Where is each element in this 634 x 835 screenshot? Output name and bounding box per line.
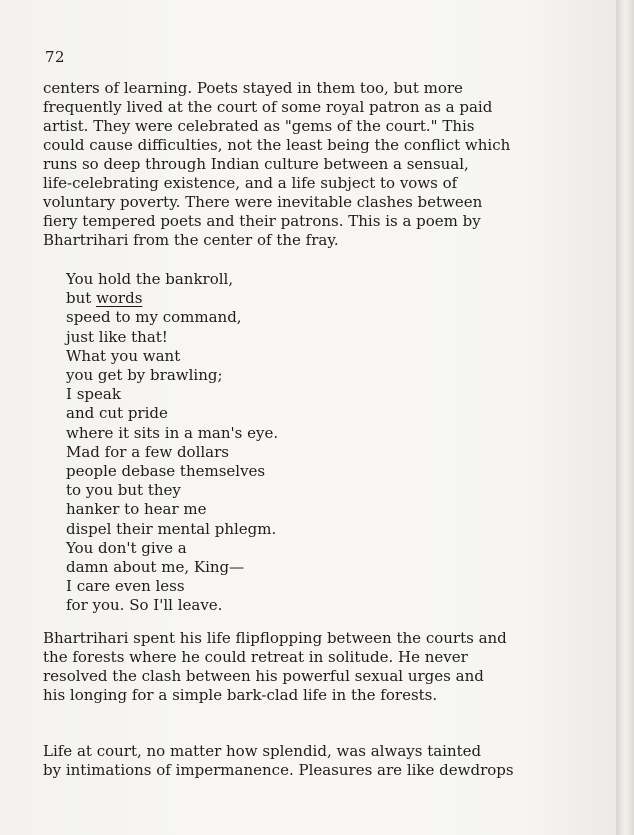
poem-line: where it sits in a man's eye. bbox=[66, 423, 279, 442]
text-line: voluntary poverty. There were inevitable clashes between bbox=[43, 193, 483, 211]
paragraph-intro bbox=[43, 79, 588, 250]
underlined-word: words bbox=[96, 289, 143, 308]
poem-line: people debase themselves bbox=[66, 462, 266, 481]
paragraph-court-life bbox=[43, 742, 588, 780]
paragraph-bhartrihari bbox=[43, 629, 588, 705]
book-spine-edge bbox=[616, 0, 634, 835]
poem-line: for you. So I'll leave. bbox=[66, 596, 223, 615]
poem-line: Mad for a few dollars bbox=[66, 442, 229, 461]
poem-line: What you want bbox=[66, 346, 181, 365]
poem-line: You hold the bankroll, bbox=[66, 270, 234, 288]
poem-line: just like that! bbox=[66, 327, 168, 346]
poem-line: you get by brawling; bbox=[66, 366, 223, 385]
poem-line: I speak bbox=[66, 385, 121, 404]
poem-line: I care even less bbox=[66, 577, 185, 596]
text-line: runs so deep through Indian culture between a sensual, bbox=[43, 155, 469, 173]
poem-line: dispel their mental phlegm. bbox=[66, 519, 277, 538]
text-line: Life at court, no matter how splendid, was always tainted bbox=[43, 742, 482, 760]
poem-line: to you but they bbox=[66, 481, 181, 500]
text-line: resolved the clash between his powerful sexual urges and bbox=[43, 667, 484, 685]
page-number: 72 bbox=[45, 48, 66, 66]
poem-line bbox=[66, 289, 278, 308]
poem-line: You don't give a bbox=[66, 538, 187, 557]
poem-line: damn about me, King— bbox=[66, 558, 245, 577]
poem-line: hanker to hear me bbox=[66, 500, 207, 519]
poem bbox=[66, 270, 278, 616]
poem-line: speed to my command, bbox=[66, 308, 242, 327]
text-line: artist. They were celebrated as "gems of the court." This bbox=[43, 117, 475, 135]
text-line: life-celebrating existence, and a life subject to vows of bbox=[43, 174, 458, 192]
text-line: Bhartrihari spent his life flipflopping between the courts and bbox=[43, 629, 507, 647]
poem-line-part: but bbox=[66, 289, 97, 308]
text-line: by intimations of impermanence. Pleasures are like dewdrops bbox=[43, 761, 514, 779]
text-line: the forests where he could retreat in solitude. He never bbox=[43, 648, 468, 666]
text-line: fiery tempered poets and their patrons. This is a poem by bbox=[43, 212, 481, 230]
poem-line: and cut pride bbox=[66, 404, 168, 423]
text-line: centers of learning. Poets stayed in them too, but more bbox=[43, 79, 463, 97]
text-line: could cause difficulties, not the least being the conflict which bbox=[43, 136, 511, 154]
text-line: frequently lived at the court of some royal patron as a paid bbox=[43, 98, 493, 116]
text-line: Bhartrihari from the center of the fray. bbox=[43, 231, 339, 249]
text-line: his longing for a simple bark-clad life in the forests. bbox=[43, 686, 438, 704]
